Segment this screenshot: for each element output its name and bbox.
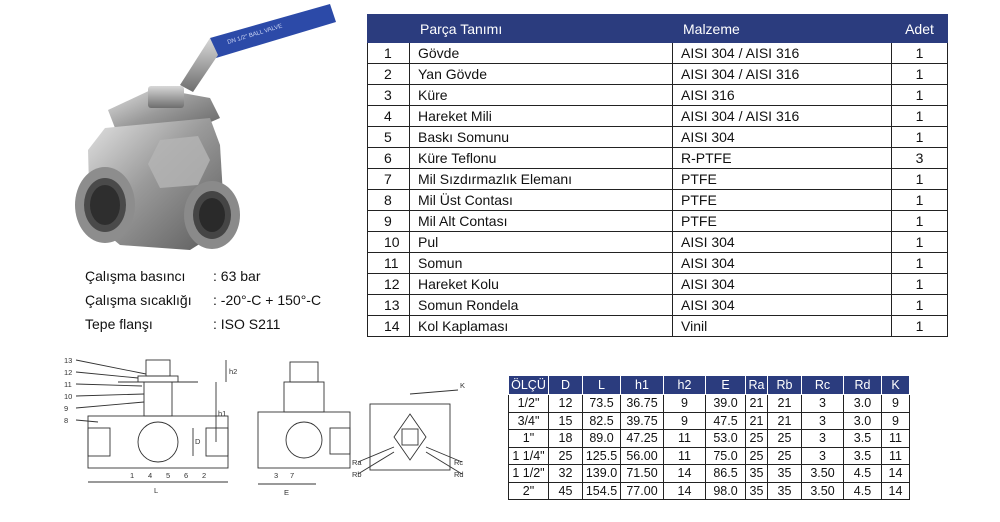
- size-cell: 86.5: [706, 465, 746, 483]
- size-header-cell: Rd: [844, 376, 882, 395]
- parts-table: [367, 14, 948, 337]
- size-cell: 45: [549, 482, 583, 500]
- size-header-cell: ÖLÇÜ: [509, 376, 549, 395]
- part-qty: 3: [892, 148, 948, 169]
- size-cell: 11: [882, 430, 910, 448]
- size-cell: 3: [802, 447, 844, 465]
- handle-text: DN 1/2" BALL VALVE: [226, 23, 284, 46]
- part-qty: 1: [892, 232, 948, 253]
- callout: 5: [166, 471, 171, 480]
- part-number: 5: [368, 127, 410, 148]
- parts-row: [368, 64, 948, 85]
- size-cell: 4.5: [844, 465, 882, 483]
- size-cell: 73.5: [583, 395, 621, 413]
- callout: 4: [148, 471, 153, 480]
- part-material: R-PTFE: [673, 148, 892, 169]
- part-material: PTFE: [673, 211, 892, 232]
- size-cell: 89.0: [583, 430, 621, 448]
- size-cell: 4.5: [844, 482, 882, 500]
- part-number: 11: [368, 253, 410, 274]
- size-cell: 25: [746, 447, 768, 465]
- size-cell: 3.5: [844, 430, 882, 448]
- part-material: AISI 304 / AISI 316: [673, 43, 892, 64]
- size-cell: 71.50: [621, 465, 664, 483]
- side-body-outline: [88, 416, 228, 468]
- size-cell: 14: [882, 482, 910, 500]
- part-qty: 1: [892, 316, 948, 337]
- callout: 7: [290, 471, 295, 480]
- part-name: Hareket Mili: [410, 106, 673, 127]
- valve-product-image: [60, 0, 350, 262]
- callout: 13: [64, 356, 73, 365]
- dim-label-e: E: [284, 488, 290, 497]
- callout: 11: [64, 380, 72, 389]
- part-material: PTFE: [673, 169, 892, 190]
- part-name: Kol Kaplaması: [410, 316, 673, 337]
- size-cell: 11: [882, 447, 910, 465]
- part-number: 7: [368, 169, 410, 190]
- size-cell: 3: [802, 430, 844, 448]
- size-cell: 3.50: [802, 482, 844, 500]
- size-row: [509, 482, 910, 500]
- dim-label-rd: Rd: [454, 470, 464, 479]
- size-cell: 77.00: [621, 482, 664, 500]
- dim-label-rc: Rc: [454, 458, 464, 467]
- parts-row: [368, 85, 948, 106]
- parts-row: [368, 316, 948, 337]
- size-cell: 1": [509, 430, 549, 448]
- dim-label-d: D: [195, 437, 201, 446]
- spec-label: Tepe flanşı: [85, 316, 153, 332]
- dim-label-l: L: [154, 486, 159, 495]
- part-name: Küre Teflonu: [410, 148, 673, 169]
- callout: 9: [64, 404, 69, 413]
- part-material: AISI 304 / AISI 316: [673, 106, 892, 127]
- size-cell: 14: [664, 482, 706, 500]
- part-qty: 1: [892, 190, 948, 211]
- size-cell: 9: [664, 395, 706, 413]
- part-number: 3: [368, 85, 410, 106]
- dim-label-h1: h1: [218, 409, 227, 418]
- part-number: 13: [368, 295, 410, 316]
- part-name: Yan Gövde: [410, 64, 673, 85]
- size-cell: 3/4": [509, 412, 549, 430]
- part-qty: 1: [892, 274, 948, 295]
- part-qty: 1: [892, 295, 948, 316]
- size-cell: 18: [549, 430, 583, 448]
- size-table: [508, 375, 910, 500]
- callouts-side: [64, 356, 72, 425]
- part-qty: 1: [892, 85, 948, 106]
- part-number: 2: [368, 64, 410, 85]
- part-qty: 1: [892, 106, 948, 127]
- part-qty: 1: [892, 211, 948, 232]
- size-cell: 35: [746, 482, 768, 500]
- size-cell: 1 1/2": [509, 465, 549, 483]
- size-table-body: [509, 395, 910, 500]
- part-number: 12: [368, 274, 410, 295]
- part-qty: 1: [892, 169, 948, 190]
- callout: 6: [184, 471, 189, 480]
- callouts-bottom: [130, 471, 294, 480]
- dim-label-h2: h2: [229, 367, 238, 376]
- size-cell: 98.0: [706, 482, 746, 500]
- size-header-cell: Rc: [802, 376, 844, 395]
- part-name: Hareket Kolu: [410, 274, 673, 295]
- part-number: 10: [368, 232, 410, 253]
- part-number: 9: [368, 211, 410, 232]
- size-header-cell: h1: [621, 376, 664, 395]
- size-cell: 25: [549, 447, 583, 465]
- spec-label: Çalışma sıcaklığı: [85, 292, 192, 308]
- size-cell: 21: [768, 412, 802, 430]
- parts-row: [368, 253, 948, 274]
- callout: 8: [64, 416, 69, 425]
- header-no: [368, 15, 410, 43]
- parts-table-body: [368, 43, 948, 337]
- size-cell: 2": [509, 482, 549, 500]
- part-number: 1: [368, 43, 410, 64]
- size-cell: 47.25: [621, 430, 664, 448]
- spec-value: : -20°-C + 150°-C: [213, 292, 322, 308]
- part-qty: 1: [892, 43, 948, 64]
- size-cell: 11: [664, 430, 706, 448]
- size-cell: 82.5: [583, 412, 621, 430]
- handle-lever: [180, 38, 218, 92]
- size-cell: 35: [768, 465, 802, 483]
- parts-row: [368, 169, 948, 190]
- part-name: Pul: [410, 232, 673, 253]
- size-cell: 36.75: [621, 395, 664, 413]
- size-cell: 3: [802, 412, 844, 430]
- part-material: Vinil: [673, 316, 892, 337]
- part-name: Somun: [410, 253, 673, 274]
- size-cell: 39.75: [621, 412, 664, 430]
- size-cell: 3.50: [802, 465, 844, 483]
- part-number: 8: [368, 190, 410, 211]
- parts-row: [368, 148, 948, 169]
- size-header-cell: K: [882, 376, 910, 395]
- size-cell: 9: [664, 412, 706, 430]
- size-cell: 154.5: [583, 482, 621, 500]
- size-cell: 1 1/4": [509, 447, 549, 465]
- size-cell: 53.0: [706, 430, 746, 448]
- part-name: Küre: [410, 85, 673, 106]
- dim-label-k: K: [460, 381, 466, 390]
- callout: 10: [64, 392, 73, 401]
- callout: 2: [202, 471, 207, 480]
- parts-row: [368, 274, 948, 295]
- size-cell: 3.5: [844, 447, 882, 465]
- header-material: Malzeme: [673, 15, 892, 43]
- size-cell: 39.0: [706, 395, 746, 413]
- size-cell: 21: [768, 395, 802, 413]
- dim-label-rb: Rb: [352, 470, 362, 479]
- size-header-cell: h2: [664, 376, 706, 395]
- size-cell: 3.0: [844, 395, 882, 413]
- size-table-header: [509, 376, 910, 395]
- part-name: Gövde: [410, 43, 673, 64]
- ball-outline: [138, 422, 178, 462]
- front-body-outline: [258, 412, 350, 468]
- part-material: AISI 316: [673, 85, 892, 106]
- part-qty: 1: [892, 253, 948, 274]
- size-row: [509, 430, 910, 448]
- callout: 12: [64, 368, 73, 377]
- size-cell: 47.5: [706, 412, 746, 430]
- size-cell: 15: [549, 412, 583, 430]
- size-cell: 9: [882, 412, 910, 430]
- size-header-cell: D: [549, 376, 583, 395]
- spec-label: Çalışma basıncı: [85, 268, 186, 284]
- callout: 1: [130, 471, 135, 480]
- part-name: Mil Alt Contası: [410, 211, 673, 232]
- size-header-cell: Rb: [768, 376, 802, 395]
- size-cell: 3.0: [844, 412, 882, 430]
- part-material: AISI 304 / AISI 316: [673, 64, 892, 85]
- size-header-cell: E: [706, 376, 746, 395]
- dim-label-ra: Ra: [352, 458, 362, 467]
- size-cell: 9: [882, 395, 910, 413]
- part-material: AISI 304: [673, 274, 892, 295]
- spec-value: : ISO S211: [213, 316, 281, 332]
- parts-row: [368, 106, 948, 127]
- size-cell: 35: [746, 465, 768, 483]
- size-cell: 12: [549, 395, 583, 413]
- size-header-cell: Ra: [746, 376, 768, 395]
- size-cell: 25: [746, 430, 768, 448]
- size-cell: 125.5: [583, 447, 621, 465]
- size-cell: 139.0: [583, 465, 621, 483]
- size-cell: 35: [768, 482, 802, 500]
- size-cell: 21: [746, 412, 768, 430]
- part-material: AISI 304: [673, 295, 892, 316]
- part-name: Baskı Somunu: [410, 127, 673, 148]
- size-cell: 32: [549, 465, 583, 483]
- spec-value: : 63 bar: [213, 268, 261, 284]
- header-qty: Adet: [892, 15, 948, 43]
- size-header-cell: L: [583, 376, 621, 395]
- parts-row: [368, 190, 948, 211]
- size-cell: 3: [802, 395, 844, 413]
- part-name: Mil Sızdırmazlık Elemanı: [410, 169, 673, 190]
- part-number: 6: [368, 148, 410, 169]
- size-cell: 14: [882, 465, 910, 483]
- size-cell: 25: [768, 447, 802, 465]
- callout: 3: [274, 471, 279, 480]
- part-name: Mil Üst Contası: [410, 190, 673, 211]
- size-cell: 11: [664, 447, 706, 465]
- size-row: [509, 465, 910, 483]
- size-cell: 1/2": [509, 395, 549, 413]
- size-cell: 56.00: [621, 447, 664, 465]
- part-material: AISI 304: [673, 253, 892, 274]
- parts-row: [368, 232, 948, 253]
- part-material: AISI 304: [673, 127, 892, 148]
- part-qty: 1: [892, 64, 948, 85]
- size-cell: 21: [746, 395, 768, 413]
- part-number: 14: [368, 316, 410, 337]
- parts-row: [368, 211, 948, 232]
- part-number: 4: [368, 106, 410, 127]
- parts-row: [368, 295, 948, 316]
- part-material: AISI 304: [673, 232, 892, 253]
- part-name: Somun Rondela: [410, 295, 673, 316]
- size-row: [509, 447, 910, 465]
- parts-row: [368, 127, 948, 148]
- size-cell: 14: [664, 465, 706, 483]
- dim-line-k: [410, 390, 458, 394]
- size-row: [509, 412, 910, 430]
- part-qty: 1: [892, 127, 948, 148]
- size-row: [509, 395, 910, 413]
- part-material: PTFE: [673, 190, 892, 211]
- size-cell: 75.0: [706, 447, 746, 465]
- parts-row: [368, 43, 948, 64]
- parts-table-header: [368, 15, 948, 43]
- header-part-name: Parça Tanımı: [410, 15, 673, 43]
- size-cell: 25: [768, 430, 802, 448]
- technical-drawing: [58, 352, 498, 518]
